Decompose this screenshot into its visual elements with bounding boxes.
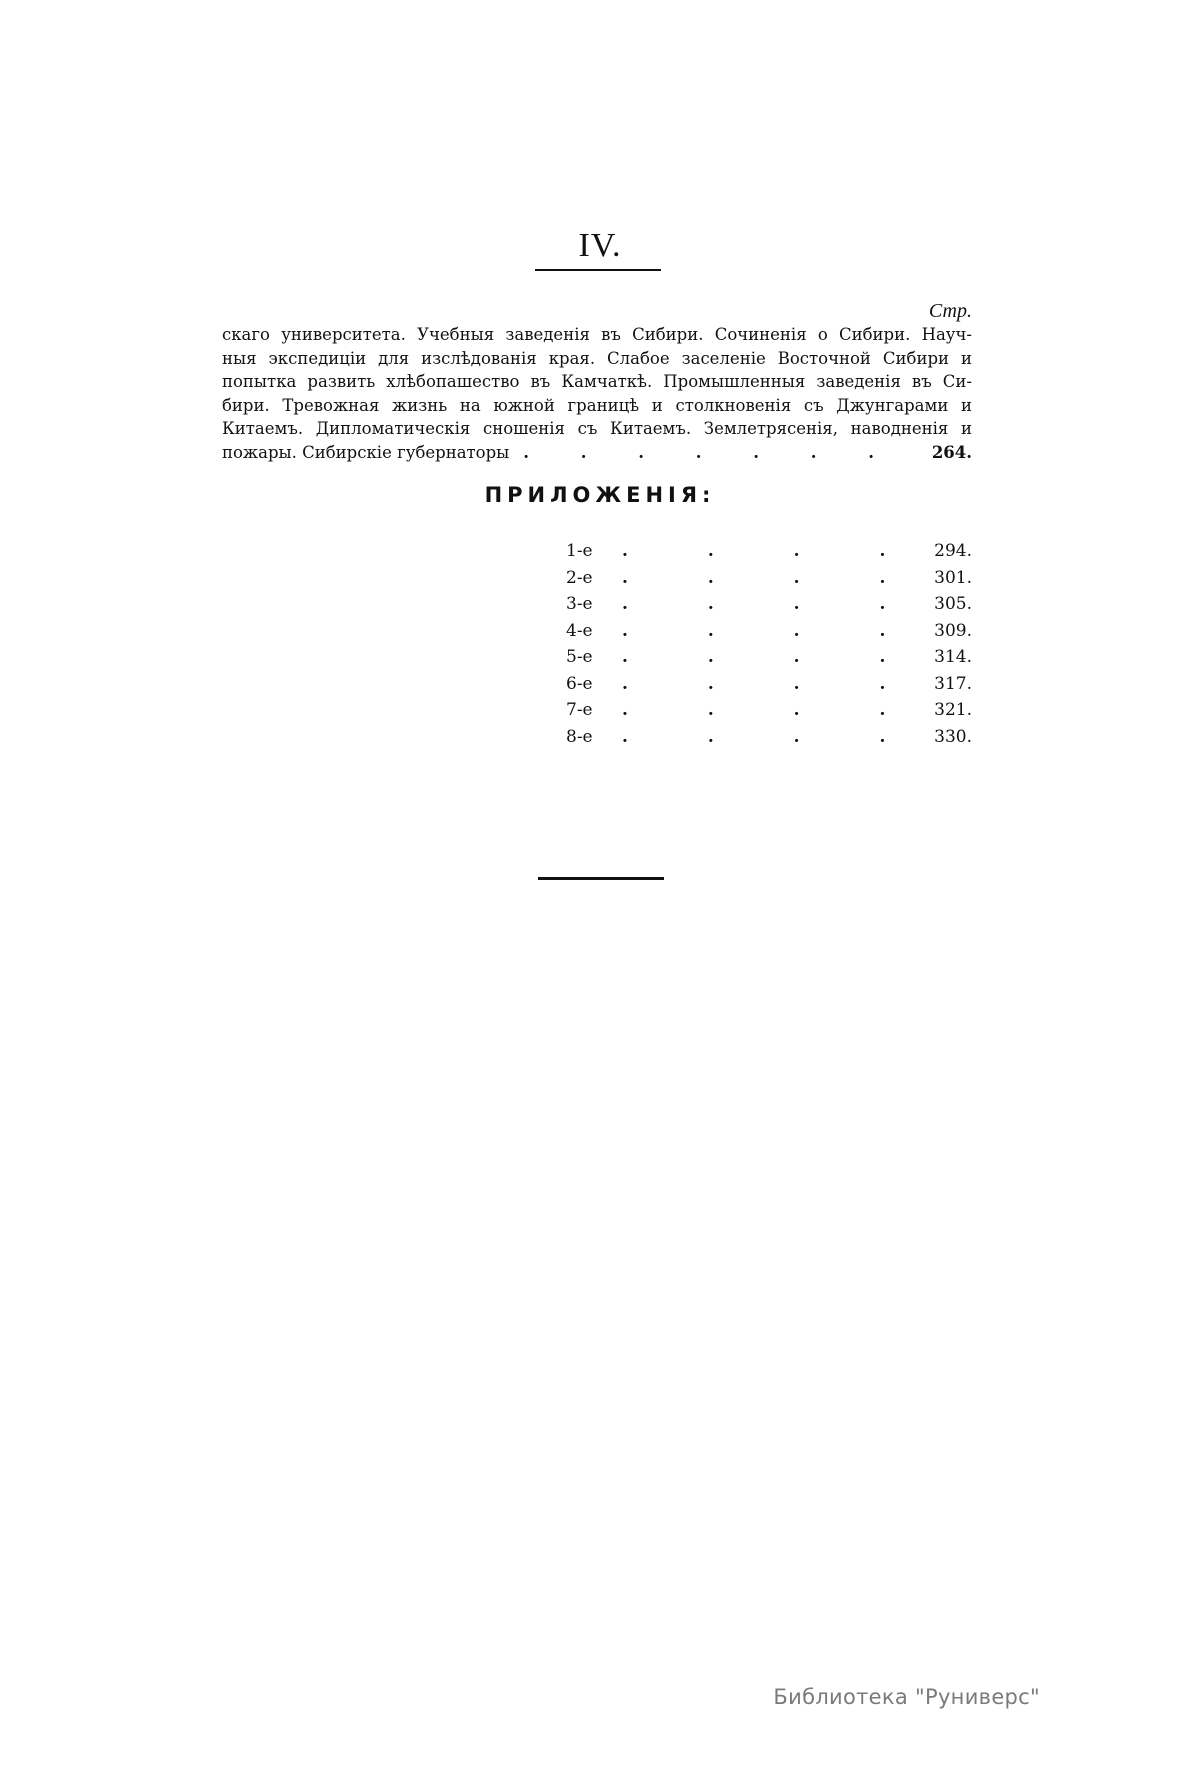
appendix-item (566, 697, 972, 724)
appendix-page: 309. (934, 620, 972, 641)
page-column-label: Стр. (928, 300, 972, 322)
appendix-label: 6-е (566, 673, 593, 694)
appendix-page: 314. (934, 647, 972, 667)
dot-leader (612, 697, 928, 724)
appendix-list (566, 538, 972, 750)
appendix-page: 321. (934, 700, 972, 720)
page-number: IV. (578, 227, 622, 264)
dot-leader (612, 618, 928, 645)
toc-page-ref: 264. (931, 442, 972, 462)
appendix-page: 301. (934, 567, 972, 588)
dot-leader (509, 441, 926, 465)
appendix-item (566, 671, 972, 698)
page-number-rule (535, 269, 661, 271)
appendix-item (566, 724, 972, 751)
appendix-page: 294. (934, 541, 972, 561)
appendix-page: 317. (934, 673, 972, 694)
appendix-item (566, 565, 972, 592)
toc-line-last (222, 441, 972, 465)
dot-leader (612, 724, 928, 751)
end-rule (538, 877, 664, 880)
toc-line-text: пожары. Сибирскіе губернаторы (222, 442, 510, 462)
toc-line: бири. Тревожная жизнь на южной границѣ и столкновенія съ Джунгарами и (222, 395, 972, 415)
appendix-label: 4-е (566, 620, 593, 641)
appendices-heading: ПРИЛОЖЕНІЯ: (484, 483, 716, 507)
toc-line: попытка развить хлѣбопашество въ Камчаткѣ. Промышленныя заведенія въ Си- (222, 372, 972, 391)
appendix-page: 330. (934, 726, 972, 747)
appendix-label: 2-е (566, 567, 593, 588)
appendix-label: 7-е (566, 700, 593, 720)
toc-line: скаго университета. Учебныя заведенія въ Сибири. Сочиненія о Сибири. Науч- (222, 325, 972, 344)
toc-line: Китаемъ. Дипломатическія сношенія съ Китаемъ. Землетрясенія, наводненія и (222, 419, 972, 438)
appendix-item (566, 618, 972, 645)
appendix-label: 1-е (566, 541, 593, 561)
toc-line: ныя экспедиціи для изслѣдованія края. Слабое заселеніе Восточной Сибири и (222, 348, 972, 368)
appendix-item (566, 538, 972, 565)
dot-leader (612, 591, 928, 618)
toc-entry (222, 323, 972, 464)
appendix-label: 8-е (566, 726, 593, 747)
appendix-item (566, 644, 972, 671)
dot-leader (612, 644, 928, 671)
appendix-label: 3-е (566, 594, 593, 614)
appendix-item (566, 591, 972, 618)
library-watermark: Библиотека "Руниверс" (773, 1685, 1040, 1709)
appendix-label: 5-е (566, 647, 593, 667)
dot-leader (612, 565, 928, 592)
appendix-page: 305. (934, 594, 972, 614)
dot-leader (612, 538, 928, 565)
dot-leader (612, 671, 928, 698)
